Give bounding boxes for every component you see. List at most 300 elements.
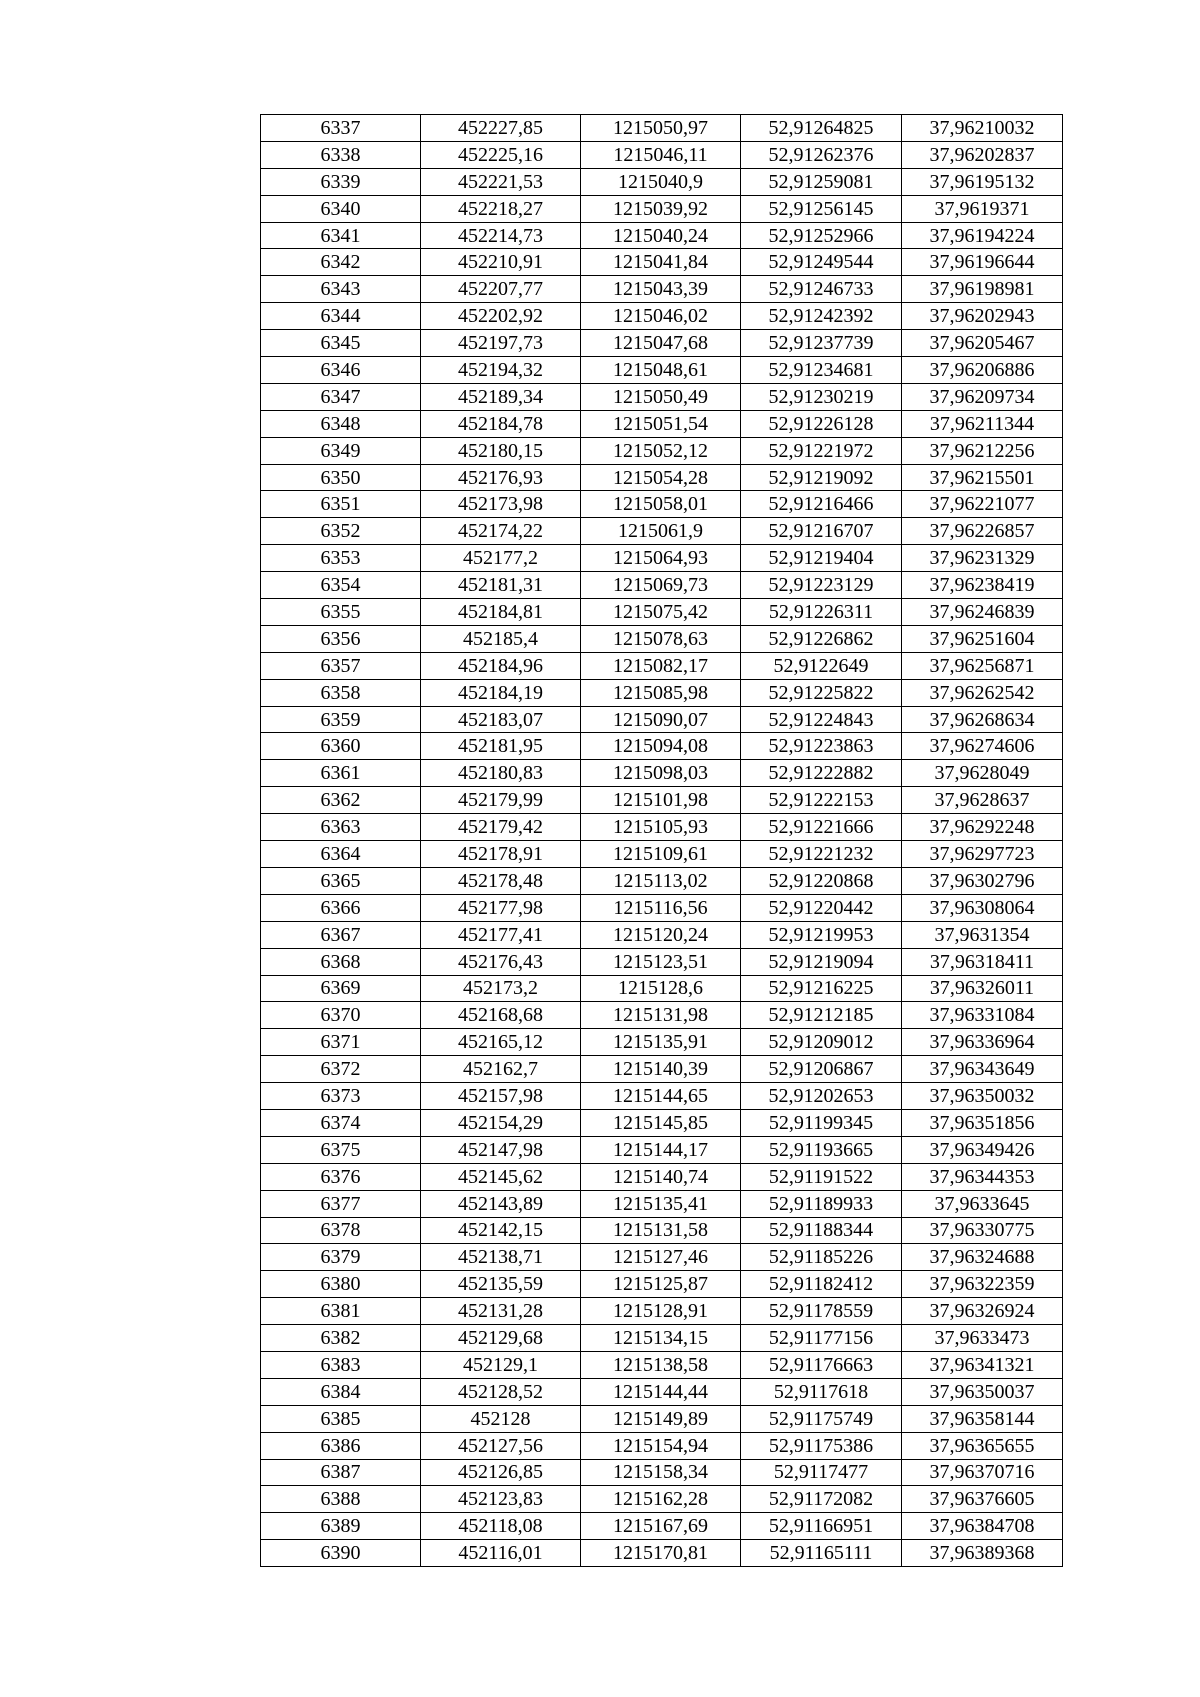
x-coordinate-cell: 452227,85: [421, 115, 581, 142]
y-coordinate-cell: 1215078,63: [581, 625, 741, 652]
longitude-cell: 37,96370716: [902, 1459, 1063, 1486]
latitude-cell: 52,91256145: [741, 195, 902, 222]
table-row: [261, 1244, 1063, 1271]
y-coordinate-cell: 1215145,85: [581, 1109, 741, 1136]
table-row: [261, 1271, 1063, 1298]
y-coordinate-cell: 1215140,74: [581, 1163, 741, 1190]
y-coordinate-cell: 1215131,58: [581, 1217, 741, 1244]
point-number-cell: 6389: [261, 1513, 421, 1540]
point-number-cell: 6344: [261, 303, 421, 330]
latitude-cell: 52,91222153: [741, 787, 902, 814]
y-coordinate-cell: 1215046,11: [581, 141, 741, 168]
table-row: [261, 1540, 1063, 1567]
table-row: [261, 1190, 1063, 1217]
table-row: [261, 1486, 1063, 1513]
table-row: [261, 1029, 1063, 1056]
point-number-cell: 6353: [261, 545, 421, 572]
y-coordinate-cell: 1215052,12: [581, 437, 741, 464]
latitude-cell: 52,91224843: [741, 706, 902, 733]
latitude-cell: 52,91259081: [741, 168, 902, 195]
latitude-cell: 52,91216466: [741, 491, 902, 518]
longitude-cell: 37,96351856: [902, 1109, 1063, 1136]
y-coordinate-cell: 1215138,58: [581, 1351, 741, 1378]
latitude-cell: 52,91237739: [741, 330, 902, 357]
latitude-cell: 52,91221666: [741, 814, 902, 841]
y-coordinate-cell: 1215135,41: [581, 1190, 741, 1217]
longitude-cell: 37,96318411: [902, 948, 1063, 975]
longitude-cell: 37,9633473: [902, 1325, 1063, 1352]
y-coordinate-cell: 1215170,81: [581, 1540, 741, 1567]
longitude-cell: 37,96326924: [902, 1298, 1063, 1325]
point-number-cell: 6361: [261, 760, 421, 787]
table-row: [261, 679, 1063, 706]
table-row: [261, 276, 1063, 303]
x-coordinate-cell: 452135,59: [421, 1271, 581, 1298]
table-row: [261, 921, 1063, 948]
table-row: [261, 894, 1063, 921]
point-number-cell: 6386: [261, 1432, 421, 1459]
latitude-cell: 52,91225822: [741, 679, 902, 706]
x-coordinate-cell: 452179,42: [421, 814, 581, 841]
point-number-cell: 6371: [261, 1029, 421, 1056]
latitude-cell: 52,91262376: [741, 141, 902, 168]
y-coordinate-cell: 1215069,73: [581, 572, 741, 599]
y-coordinate-cell: 1215054,28: [581, 464, 741, 491]
x-coordinate-cell: 452178,48: [421, 867, 581, 894]
longitude-cell: 37,96308064: [902, 894, 1063, 921]
longitude-cell: 37,96376605: [902, 1486, 1063, 1513]
x-coordinate-cell: 452180,15: [421, 437, 581, 464]
y-coordinate-cell: 1215047,68: [581, 330, 741, 357]
table-row: [261, 1136, 1063, 1163]
point-number-cell: 6339: [261, 168, 421, 195]
longitude-cell: 37,96268634: [902, 706, 1063, 733]
point-number-cell: 6367: [261, 921, 421, 948]
x-coordinate-cell: 452129,68: [421, 1325, 581, 1352]
y-coordinate-cell: 1215075,42: [581, 599, 741, 626]
table-row: [261, 733, 1063, 760]
latitude-cell: 52,91172082: [741, 1486, 902, 1513]
y-coordinate-cell: 1215144,44: [581, 1378, 741, 1405]
y-coordinate-cell: 1215101,98: [581, 787, 741, 814]
x-coordinate-cell: 452157,98: [421, 1083, 581, 1110]
x-coordinate-cell: 452184,81: [421, 599, 581, 626]
x-coordinate-cell: 452129,1: [421, 1351, 581, 1378]
y-coordinate-cell: 1215105,93: [581, 814, 741, 841]
longitude-cell: 37,96195132: [902, 168, 1063, 195]
latitude-cell: 52,91185226: [741, 1244, 902, 1271]
y-coordinate-cell: 1215094,08: [581, 733, 741, 760]
point-number-cell: 6383: [261, 1351, 421, 1378]
point-number-cell: 6387: [261, 1459, 421, 1486]
longitude-cell: 37,96262542: [902, 679, 1063, 706]
table-row: [261, 1325, 1063, 1352]
y-coordinate-cell: 1215098,03: [581, 760, 741, 787]
point-number-cell: 6381: [261, 1298, 421, 1325]
table-row: [261, 867, 1063, 894]
point-number-cell: 6374: [261, 1109, 421, 1136]
latitude-cell: 52,91166951: [741, 1513, 902, 1540]
x-coordinate-cell: 452202,92: [421, 303, 581, 330]
point-number-cell: 6370: [261, 1002, 421, 1029]
point-number-cell: 6369: [261, 975, 421, 1002]
x-coordinate-cell: 452177,2: [421, 545, 581, 572]
table-row: [261, 841, 1063, 868]
table-row: [261, 1513, 1063, 1540]
x-coordinate-cell: 452181,95: [421, 733, 581, 760]
x-coordinate-cell: 452185,4: [421, 625, 581, 652]
table-row: [261, 1083, 1063, 1110]
point-number-cell: 6366: [261, 894, 421, 921]
longitude-cell: 37,96226857: [902, 518, 1063, 545]
latitude-cell: 52,91221232: [741, 841, 902, 868]
table-row: [261, 195, 1063, 222]
latitude-cell: 52,91202653: [741, 1083, 902, 1110]
x-coordinate-cell: 452116,01: [421, 1540, 581, 1567]
table-row: [261, 168, 1063, 195]
y-coordinate-cell: 1215149,89: [581, 1405, 741, 1432]
point-number-cell: 6346: [261, 357, 421, 384]
longitude-cell: 37,96202837: [902, 141, 1063, 168]
x-coordinate-cell: 452143,89: [421, 1190, 581, 1217]
latitude-cell: 52,91226128: [741, 410, 902, 437]
y-coordinate-cell: 1215039,92: [581, 195, 741, 222]
x-coordinate-cell: 452176,43: [421, 948, 581, 975]
latitude-cell: 52,91176663: [741, 1351, 902, 1378]
table-row: [261, 1163, 1063, 1190]
longitude-cell: 37,96206886: [902, 357, 1063, 384]
x-coordinate-cell: 452127,56: [421, 1432, 581, 1459]
point-number-cell: 6345: [261, 330, 421, 357]
longitude-cell: 37,96324688: [902, 1244, 1063, 1271]
x-coordinate-cell: 452173,2: [421, 975, 581, 1002]
longitude-cell: 37,96209734: [902, 383, 1063, 410]
point-number-cell: 6380: [261, 1271, 421, 1298]
table-row: [261, 1351, 1063, 1378]
x-coordinate-cell: 452179,99: [421, 787, 581, 814]
longitude-cell: 37,96196644: [902, 249, 1063, 276]
table-row: [261, 975, 1063, 1002]
y-coordinate-cell: 1215040,24: [581, 222, 741, 249]
point-number-cell: 6358: [261, 679, 421, 706]
longitude-cell: 37,96297723: [902, 841, 1063, 868]
point-number-cell: 6390: [261, 1540, 421, 1567]
longitude-cell: 37,96344353: [902, 1163, 1063, 1190]
y-coordinate-cell: 1215040,9: [581, 168, 741, 195]
latitude-cell: 52,91252966: [741, 222, 902, 249]
table-row: [261, 948, 1063, 975]
longitude-cell: 37,96202943: [902, 303, 1063, 330]
table-row: [261, 625, 1063, 652]
longitude-cell: 37,96198981: [902, 276, 1063, 303]
latitude-cell: 52,91193665: [741, 1136, 902, 1163]
longitude-cell: 37,9628049: [902, 760, 1063, 787]
y-coordinate-cell: 1215082,17: [581, 652, 741, 679]
point-number-cell: 6359: [261, 706, 421, 733]
y-coordinate-cell: 1215085,98: [581, 679, 741, 706]
y-coordinate-cell: 1215128,6: [581, 975, 741, 1002]
point-number-cell: 6342: [261, 249, 421, 276]
x-coordinate-cell: 452154,29: [421, 1109, 581, 1136]
point-number-cell: 6364: [261, 841, 421, 868]
latitude-cell: 52,9117477: [741, 1459, 902, 1486]
point-number-cell: 6377: [261, 1190, 421, 1217]
longitude-cell: 37,96194224: [902, 222, 1063, 249]
longitude-cell: 37,9631354: [902, 921, 1063, 948]
table-row: [261, 330, 1063, 357]
latitude-cell: 52,91178559: [741, 1298, 902, 1325]
x-coordinate-cell: 452225,16: [421, 141, 581, 168]
latitude-cell: 52,91249544: [741, 249, 902, 276]
longitude-cell: 37,96231329: [902, 545, 1063, 572]
y-coordinate-cell: 1215135,91: [581, 1029, 741, 1056]
longitude-cell: 37,96343649: [902, 1056, 1063, 1083]
y-coordinate-cell: 1215127,46: [581, 1244, 741, 1271]
table-row: [261, 249, 1063, 276]
point-number-cell: 6384: [261, 1378, 421, 1405]
point-number-cell: 6350: [261, 464, 421, 491]
longitude-cell: 37,96251604: [902, 625, 1063, 652]
point-number-cell: 6338: [261, 141, 421, 168]
longitude-cell: 37,96221077: [902, 491, 1063, 518]
point-number-cell: 6365: [261, 867, 421, 894]
point-number-cell: 6351: [261, 491, 421, 518]
x-coordinate-cell: 452181,31: [421, 572, 581, 599]
x-coordinate-cell: 452176,93: [421, 464, 581, 491]
longitude-cell: 37,96326011: [902, 975, 1063, 1002]
longitude-cell: 37,9619371: [902, 195, 1063, 222]
latitude-cell: 52,91226311: [741, 599, 902, 626]
point-number-cell: 6373: [261, 1083, 421, 1110]
latitude-cell: 52,91188344: [741, 1217, 902, 1244]
x-coordinate-cell: 452123,83: [421, 1486, 581, 1513]
y-coordinate-cell: 1215058,01: [581, 491, 741, 518]
latitude-cell: 52,91209012: [741, 1029, 902, 1056]
point-number-cell: 6349: [261, 437, 421, 464]
y-coordinate-cell: 1215048,61: [581, 357, 741, 384]
latitude-cell: 52,91230219: [741, 383, 902, 410]
table-row: [261, 787, 1063, 814]
longitude-cell: 37,96215501: [902, 464, 1063, 491]
point-number-cell: 6388: [261, 1486, 421, 1513]
latitude-cell: 52,91216707: [741, 518, 902, 545]
x-coordinate-cell: 452128: [421, 1405, 581, 1432]
longitude-cell: 37,96358144: [902, 1405, 1063, 1432]
table-row: [261, 814, 1063, 841]
y-coordinate-cell: 1215050,49: [581, 383, 741, 410]
table-row: [261, 1432, 1063, 1459]
x-coordinate-cell: 452214,73: [421, 222, 581, 249]
table-row: [261, 222, 1063, 249]
y-coordinate-cell: 1215140,39: [581, 1056, 741, 1083]
point-number-cell: 6355: [261, 599, 421, 626]
latitude-cell: 52,91175749: [741, 1405, 902, 1432]
y-coordinate-cell: 1215051,54: [581, 410, 741, 437]
latitude-cell: 52,91223863: [741, 733, 902, 760]
y-coordinate-cell: 1215120,24: [581, 921, 741, 948]
y-coordinate-cell: 1215064,93: [581, 545, 741, 572]
x-coordinate-cell: 452210,91: [421, 249, 581, 276]
x-coordinate-cell: 452184,78: [421, 410, 581, 437]
y-coordinate-cell: 1215041,84: [581, 249, 741, 276]
table-row: [261, 1298, 1063, 1325]
table-row: [261, 491, 1063, 518]
x-coordinate-cell: 452189,34: [421, 383, 581, 410]
table-row: [261, 572, 1063, 599]
x-coordinate-cell: 452126,85: [421, 1459, 581, 1486]
x-coordinate-cell: 452184,19: [421, 679, 581, 706]
table-row: [261, 303, 1063, 330]
y-coordinate-cell: 1215154,94: [581, 1432, 741, 1459]
latitude-cell: 52,91219404: [741, 545, 902, 572]
y-coordinate-cell: 1215123,51: [581, 948, 741, 975]
x-coordinate-cell: 452128,52: [421, 1378, 581, 1405]
latitude-cell: 52,91220442: [741, 894, 902, 921]
y-coordinate-cell: 1215109,61: [581, 841, 741, 868]
longitude-cell: 37,96349426: [902, 1136, 1063, 1163]
x-coordinate-cell: 452118,08: [421, 1513, 581, 1540]
latitude-cell: 52,91212185: [741, 1002, 902, 1029]
latitude-cell: 52,9117618: [741, 1378, 902, 1405]
table-row: [261, 141, 1063, 168]
x-coordinate-cell: 452147,98: [421, 1136, 581, 1163]
latitude-cell: 52,91226862: [741, 625, 902, 652]
latitude-cell: 52,91191522: [741, 1163, 902, 1190]
x-coordinate-cell: 452138,71: [421, 1244, 581, 1271]
x-coordinate-cell: 452162,7: [421, 1056, 581, 1083]
x-coordinate-cell: 452184,96: [421, 652, 581, 679]
longitude-cell: 37,96274606: [902, 733, 1063, 760]
longitude-cell: 37,96365655: [902, 1432, 1063, 1459]
longitude-cell: 37,96211344: [902, 410, 1063, 437]
longitude-cell: 37,96341321: [902, 1351, 1063, 1378]
latitude-cell: 52,91219092: [741, 464, 902, 491]
y-coordinate-cell: 1215090,07: [581, 706, 741, 733]
latitude-cell: 52,9122649: [741, 652, 902, 679]
longitude-cell: 37,9633645: [902, 1190, 1063, 1217]
point-number-cell: 6341: [261, 222, 421, 249]
y-coordinate-cell: 1215158,34: [581, 1459, 741, 1486]
y-coordinate-cell: 1215125,87: [581, 1271, 741, 1298]
x-coordinate-cell: 452207,77: [421, 276, 581, 303]
latitude-cell: 52,91165111: [741, 1540, 902, 1567]
y-coordinate-cell: 1215113,02: [581, 867, 741, 894]
point-number-cell: 6352: [261, 518, 421, 545]
x-coordinate-cell: 452173,98: [421, 491, 581, 518]
table-row: [261, 760, 1063, 787]
point-number-cell: 6382: [261, 1325, 421, 1352]
point-number-cell: 6375: [261, 1136, 421, 1163]
point-number-cell: 6376: [261, 1163, 421, 1190]
x-coordinate-cell: 452194,32: [421, 357, 581, 384]
x-coordinate-cell: 452197,73: [421, 330, 581, 357]
point-number-cell: 6357: [261, 652, 421, 679]
point-number-cell: 6363: [261, 814, 421, 841]
latitude-cell: 52,91177156: [741, 1325, 902, 1352]
y-coordinate-cell: 1215144,65: [581, 1083, 741, 1110]
point-number-cell: 6360: [261, 733, 421, 760]
table-row: [261, 437, 1063, 464]
latitude-cell: 52,91223129: [741, 572, 902, 599]
y-coordinate-cell: 1215167,69: [581, 1513, 741, 1540]
longitude-cell: 37,96292248: [902, 814, 1063, 841]
latitude-cell: 52,91264825: [741, 115, 902, 142]
latitude-cell: 52,91242392: [741, 303, 902, 330]
table-row: [261, 1378, 1063, 1405]
coordinates-table: [260, 114, 1063, 1567]
longitude-cell: 37,96302796: [902, 867, 1063, 894]
point-number-cell: 6385: [261, 1405, 421, 1432]
latitude-cell: 52,91246733: [741, 276, 902, 303]
x-coordinate-cell: 452142,15: [421, 1217, 581, 1244]
x-coordinate-cell: 452180,83: [421, 760, 581, 787]
point-number-cell: 6372: [261, 1056, 421, 1083]
latitude-cell: 52,91219094: [741, 948, 902, 975]
table-row: [261, 706, 1063, 733]
y-coordinate-cell: 1215116,56: [581, 894, 741, 921]
y-coordinate-cell: 1215061,9: [581, 518, 741, 545]
latitude-cell: 52,91222882: [741, 760, 902, 787]
y-coordinate-cell: 1215144,17: [581, 1136, 741, 1163]
x-coordinate-cell: 452218,27: [421, 195, 581, 222]
point-number-cell: 6379: [261, 1244, 421, 1271]
table-row: [261, 599, 1063, 626]
x-coordinate-cell: 452177,41: [421, 921, 581, 948]
point-number-cell: 6343: [261, 276, 421, 303]
longitude-cell: 37,96246839: [902, 599, 1063, 626]
longitude-cell: 37,96212256: [902, 437, 1063, 464]
table-row: [261, 464, 1063, 491]
table-row: [261, 1459, 1063, 1486]
x-coordinate-cell: 452183,07: [421, 706, 581, 733]
latitude-cell: 52,91219953: [741, 921, 902, 948]
x-coordinate-cell: 452221,53: [421, 168, 581, 195]
longitude-cell: 37,96322359: [902, 1271, 1063, 1298]
longitude-cell: 37,96331084: [902, 1002, 1063, 1029]
latitude-cell: 52,91216225: [741, 975, 902, 1002]
y-coordinate-cell: 1215162,28: [581, 1486, 741, 1513]
table-row: [261, 1405, 1063, 1432]
longitude-cell: 37,96205467: [902, 330, 1063, 357]
y-coordinate-cell: 1215050,97: [581, 115, 741, 142]
x-coordinate-cell: 452177,98: [421, 894, 581, 921]
point-number-cell: 6347: [261, 383, 421, 410]
longitude-cell: 37,96389368: [902, 1540, 1063, 1567]
longitude-cell: 37,96350032: [902, 1083, 1063, 1110]
point-number-cell: 6354: [261, 572, 421, 599]
x-coordinate-cell: 452145,62: [421, 1163, 581, 1190]
point-number-cell: 6337: [261, 115, 421, 142]
table-row: [261, 357, 1063, 384]
point-number-cell: 6368: [261, 948, 421, 975]
latitude-cell: 52,91182412: [741, 1271, 902, 1298]
table-row: [261, 518, 1063, 545]
y-coordinate-cell: 1215128,91: [581, 1298, 741, 1325]
longitude-cell: 37,96336964: [902, 1029, 1063, 1056]
x-coordinate-cell: 452174,22: [421, 518, 581, 545]
latitude-cell: 52,91220868: [741, 867, 902, 894]
latitude-cell: 52,91189933: [741, 1190, 902, 1217]
table-row: [261, 545, 1063, 572]
y-coordinate-cell: 1215043,39: [581, 276, 741, 303]
latitude-cell: 52,91234681: [741, 357, 902, 384]
y-coordinate-cell: 1215134,15: [581, 1325, 741, 1352]
x-coordinate-cell: 452168,68: [421, 1002, 581, 1029]
table-row: [261, 1002, 1063, 1029]
point-number-cell: 6362: [261, 787, 421, 814]
latitude-cell: 52,91206867: [741, 1056, 902, 1083]
table-row: [261, 1217, 1063, 1244]
